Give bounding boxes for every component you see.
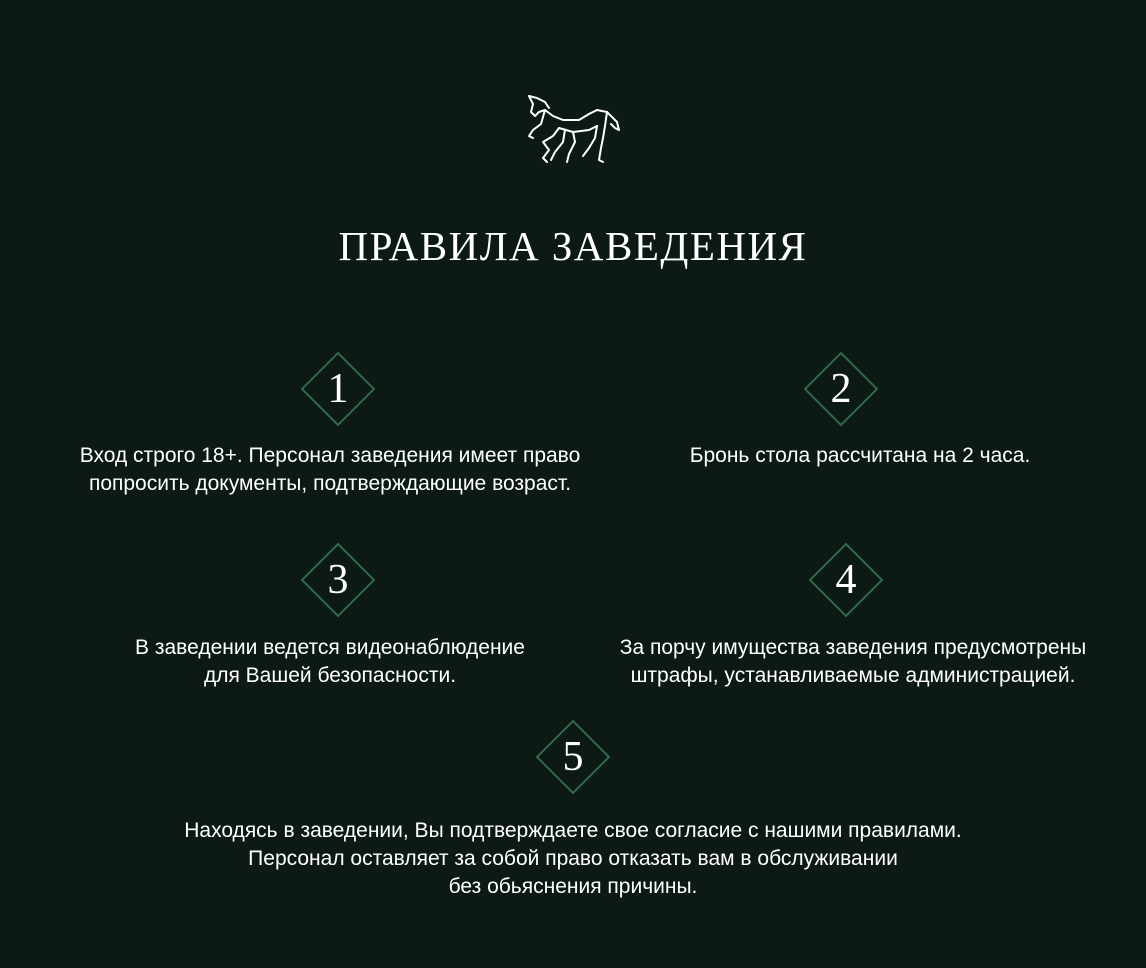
horse-icon	[523, 90, 623, 168]
rule-text	[60, 817, 1086, 901]
rule-text-line: для Вашей безопасности.	[203, 664, 457, 687]
rule-text-line: попросить документы, подтверждающие возраст.	[88, 472, 572, 495]
rule-text	[620, 442, 1100, 470]
rule-text-line: Вход строго 18+. Персонал заведения имеет право	[79, 444, 581, 467]
rule-number: 5	[562, 734, 584, 780]
rule-text-line: штрафы, устанавливаемые администрацией.	[630, 664, 1076, 687]
rule-number: 3	[327, 557, 349, 603]
rule-text	[70, 634, 590, 690]
rule-number-badge	[300, 542, 376, 618]
rule-text	[20, 442, 640, 498]
rule-text-line: Бронь стола рассчитана на 2 часа.	[689, 444, 1031, 467]
rule-text-line: Персонал оставляет за собой право отказать вам в обслуживании	[248, 847, 898, 870]
horse-logo	[523, 90, 623, 168]
rule-number: 2	[830, 366, 852, 412]
rule-number-badge	[808, 542, 884, 618]
rule-text-line: без обьяснения причины.	[448, 875, 698, 898]
rule-text-line: Находясь в заведении, Вы подтверждаете свое согласие с нашими правилами.	[184, 819, 962, 842]
rule-number: 4	[835, 557, 857, 603]
rule-text-line: За порчу имущества заведения предусмотрены	[619, 636, 1087, 659]
rule-number-badge	[535, 719, 611, 795]
rule-text	[586, 634, 1120, 690]
rule-number: 1	[327, 366, 349, 412]
rule-number-badge	[300, 351, 376, 427]
rule-text-line: В заведении ведется видеонаблюдение	[135, 636, 525, 659]
page-title: ПРАВИЛА ЗАВЕДЕНИЯ	[338, 223, 808, 269]
rule-number-badge	[803, 351, 879, 427]
